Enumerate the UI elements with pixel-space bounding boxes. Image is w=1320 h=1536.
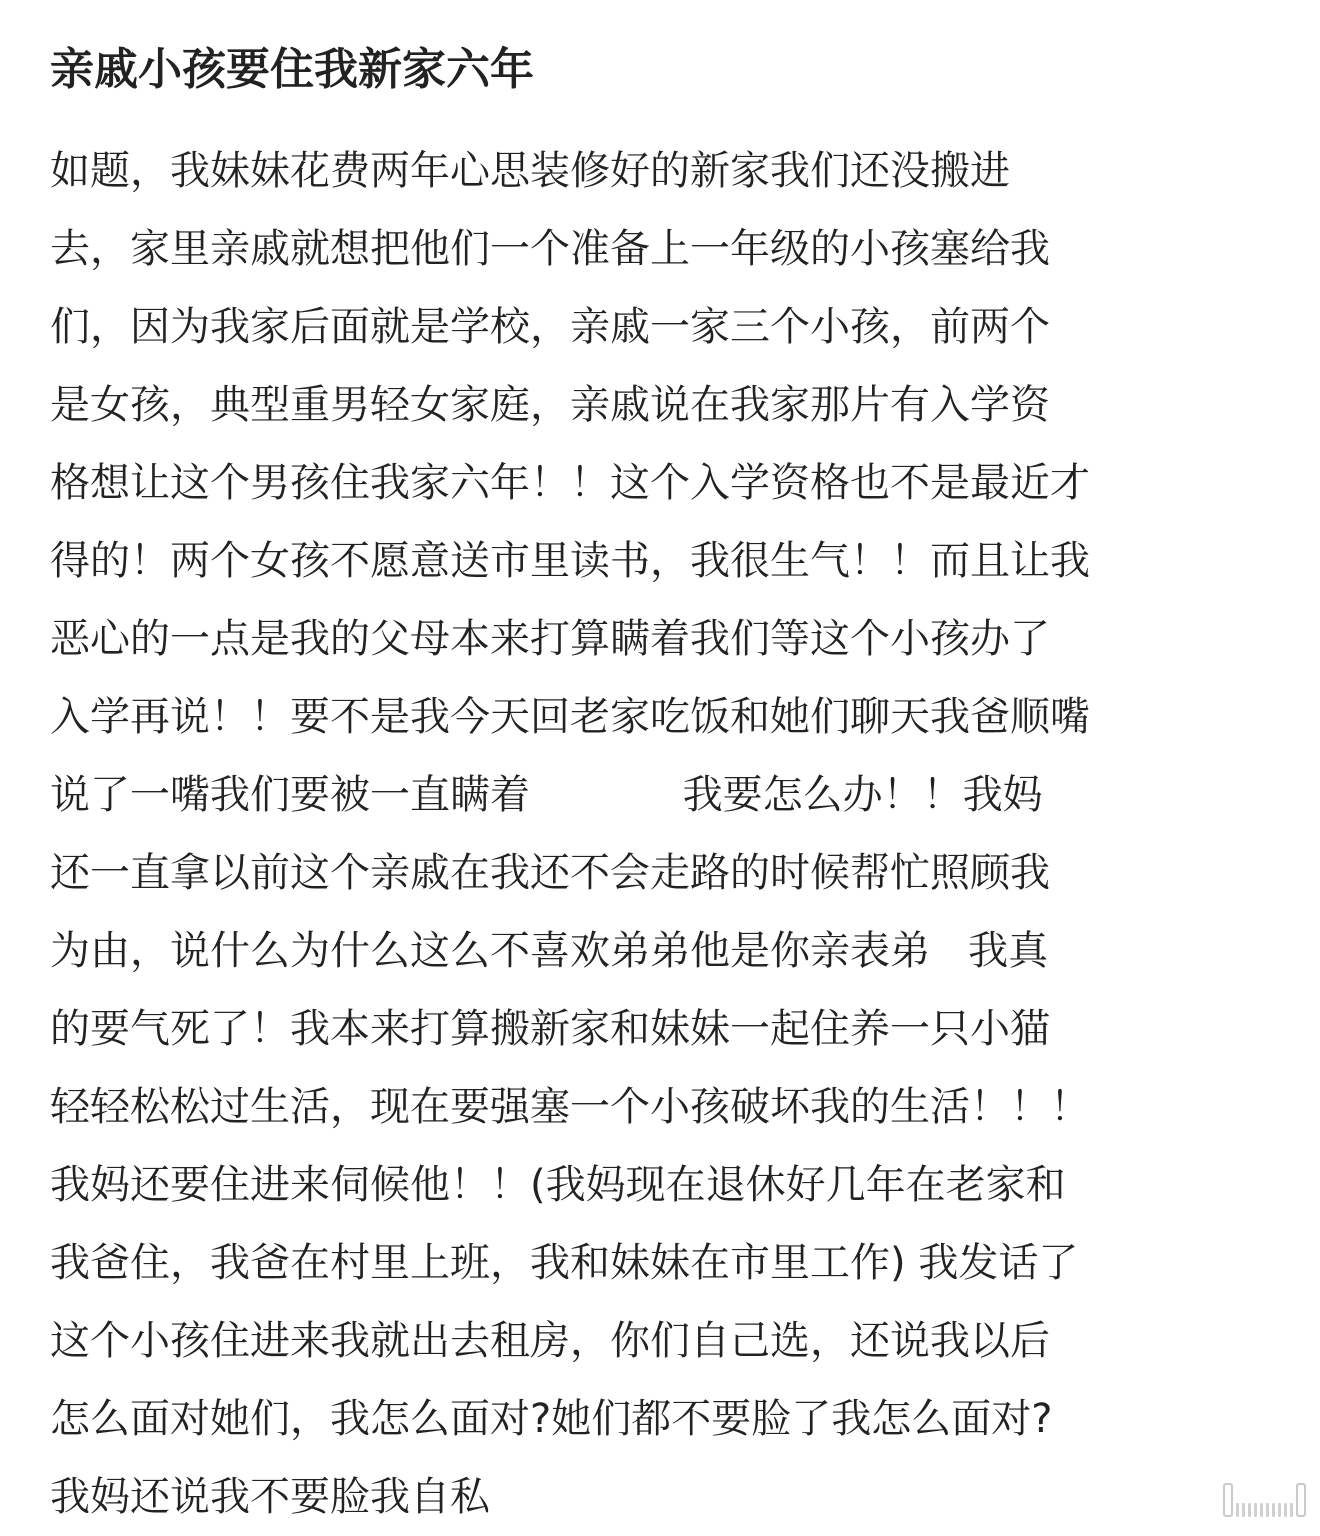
watermark-barcode-icon bbox=[1223, 1483, 1306, 1517]
post-body-line: 恶心的一点是我的父母本来打算瞒着我们等这个小孩办了 bbox=[50, 616, 1050, 662]
post-body-line: 入学再说！！要不是我今天回老家吃饭和她们聊天我爸顺嘴 bbox=[50, 694, 1090, 740]
post-body-line: 为由，说什么为什么这么不喜欢弟弟他是你亲表弟 我真 bbox=[50, 928, 1049, 974]
watermark-bar-icon bbox=[1254, 1503, 1257, 1517]
post-body-line: 格想让这个男孩住我家六年！！这个入学资格也不是最近才 bbox=[50, 460, 1090, 506]
watermark-bar-icon bbox=[1236, 1503, 1239, 1517]
post-body-line: 去，家里亲戚就想把他们一个准备上一年级的小孩塞给我 bbox=[50, 226, 1050, 272]
post-title: 亲戚小孩要住我新家六年 bbox=[50, 44, 534, 95]
watermark-bar-icon bbox=[1284, 1503, 1287, 1517]
post-body-line: 我妈还说我不要脸我自私 bbox=[50, 1474, 490, 1520]
watermark-bar-icon bbox=[1272, 1503, 1275, 1517]
post bbox=[50, 36, 1280, 1536]
watermark-bar-icon bbox=[1266, 1503, 1269, 1517]
post-body-line: 我爸住，我爸在村里上班，我和妹妹在市里工作) 我发话了 bbox=[50, 1240, 1079, 1286]
post-body-line: 这个小孩住进来我就出去租房，你们自己选，还说我以后 bbox=[50, 1318, 1050, 1364]
watermark-bar-icon bbox=[1248, 1503, 1251, 1517]
watermark-bracket-icon bbox=[1296, 1483, 1306, 1517]
post-body-line: 如题，我妹妹花费两年心思装修好的新家我们还没搬进 bbox=[50, 148, 1010, 194]
post-body-line: 还一直拿以前这个亲戚在我还不会走路的时候帮忙照顾我 bbox=[50, 850, 1050, 896]
watermark-bracket-icon bbox=[1223, 1483, 1233, 1517]
post-body-line: 的要气死了！我本来打算搬新家和妹妹一起住养一只小猫 bbox=[50, 1006, 1050, 1052]
post-body-line: 得的！两个女孩不愿意送市里读书，我很生气！！而且让我 bbox=[50, 538, 1090, 584]
post-body-line: 们，因为我家后面就是学校，亲戚一家三个小孩，前两个 bbox=[50, 304, 1050, 350]
post-body-line: 说了一嘴我们要被一直瞒着 我要怎么办！！我妈 bbox=[50, 772, 1043, 818]
post-body-line: 是女孩，典型重男轻女家庭，亲戚说在我家那片有入学资 bbox=[50, 382, 1050, 428]
watermark-bar-icon bbox=[1278, 1503, 1281, 1517]
watermark-bar-icon bbox=[1290, 1503, 1293, 1517]
watermark-bar-icon bbox=[1260, 1503, 1263, 1517]
post-body bbox=[50, 132, 1280, 1536]
post-body-line: 我妈还要住进来伺候他！！(我妈现在退休好几年在老家和 bbox=[50, 1162, 1066, 1208]
post-body-line: 怎么面对她们，我怎么面对?她们都不要脸了我怎么面对? bbox=[50, 1396, 1053, 1442]
post-body-line: 轻轻松松过生活，现在要强塞一个小孩破坏我的生活！！！ bbox=[50, 1084, 1090, 1130]
watermark-bar-icon bbox=[1242, 1503, 1245, 1517]
